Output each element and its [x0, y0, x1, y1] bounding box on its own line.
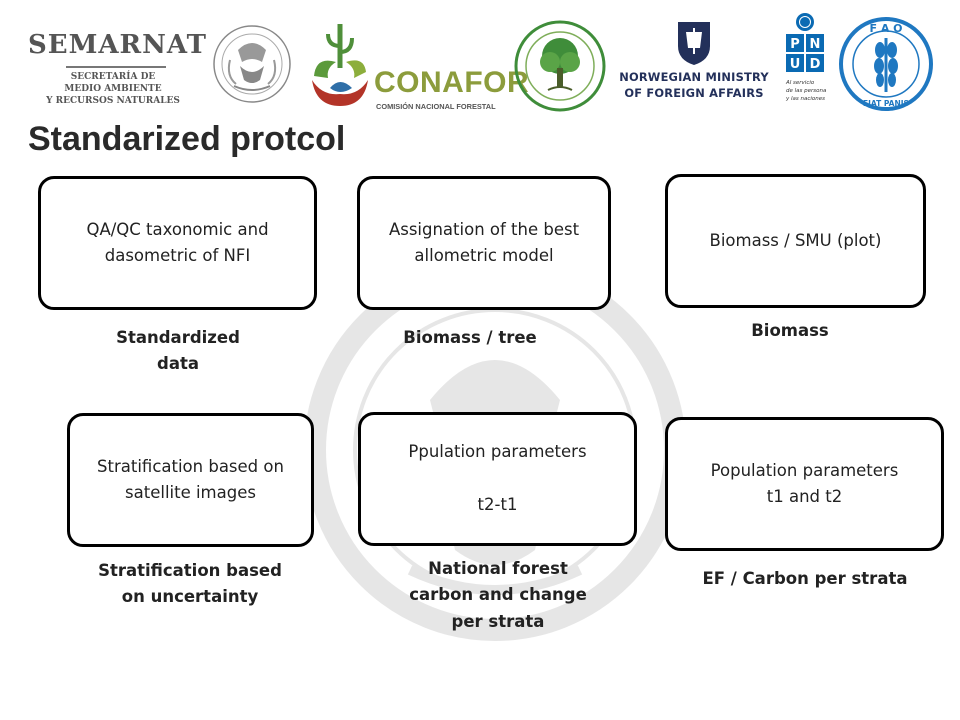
biomass-smu-box — [665, 174, 926, 308]
norwegian-ministry-logo — [616, 20, 772, 106]
ppulation-parameters-box — [358, 412, 637, 546]
qa-qc-box-text: QA/QC taxonomic and dasometric of NFI — [86, 219, 269, 265]
conafor-emblem-icon — [306, 16, 376, 112]
conafor-subtitle: COMISIÓN NACIONAL FORESTAL — [376, 102, 496, 111]
standardized-data-label: Standardized data — [116, 328, 240, 374]
page-title: Standarized protcol — [28, 120, 346, 158]
undp-letter-d: D — [809, 57, 821, 72]
allometric-model-box-text: Assignation of the best allometric model — [388, 219, 580, 265]
ppulation-parameters-box-text: Ppulation parameters t2-t1 — [408, 442, 587, 515]
stratification-uncertainty-label: Stratification based on uncertainty — [98, 561, 282, 607]
semarnat-divider — [66, 66, 166, 68]
undp-logo — [784, 12, 826, 112]
biomass-smu-box-text: Biomass / SMU (plot) — [709, 230, 882, 250]
stratification-satellite-box — [67, 413, 314, 547]
undp-letter-p: P — [790, 37, 800, 52]
biomass-tree-label: Biomass / tree — [403, 328, 537, 347]
ef-carbon-label: EF / Carbon per strata — [702, 569, 908, 588]
biomass-label: Biomass — [751, 321, 829, 340]
conafor-name: CONAFOR — [374, 66, 530, 99]
undp-tagline-1: Al servicio — [786, 80, 815, 86]
redd-tree-emblem-icon — [508, 18, 612, 114]
population-parameters-t1-t2-box — [665, 417, 944, 551]
norway-line-1: NORWEGIAN MINISTRY — [619, 70, 769, 84]
undp-tagline-2: de las personas — [786, 88, 826, 94]
semarnat-subtitle-line-1: SECRETARÍA DE — [70, 72, 156, 82]
allometric-model-box — [357, 176, 611, 310]
semarnat-subtitle-line-2: MEDIO AMBIENTE — [64, 84, 162, 94]
national-forest-carbon-label: National forest carbon and change per strata — [409, 559, 587, 631]
stratification-satellite-box-text: Stratification based on satellite images — [97, 456, 284, 502]
qa-qc-box — [38, 176, 317, 310]
conafor-logo — [306, 16, 530, 112]
norway-coat-of-arms-icon — [674, 20, 714, 66]
semarnat-subtitle-line-3: Y RECURSOS NATURALES — [46, 96, 180, 106]
undp-letter-u: U — [789, 57, 801, 72]
norway-line-2: OF FOREIGN AFFAIRS — [624, 86, 764, 100]
fao-logo — [838, 16, 934, 112]
population-parameters-t1-t2-box-text: Population parameters t1 and t2 — [710, 460, 899, 506]
semarnat-title: SEMARNAT — [28, 30, 208, 60]
fao-bottom-text: FIAT PANIS — [863, 99, 909, 108]
undp-letter-n: N — [809, 37, 821, 52]
fao-top-text: F A O — [869, 22, 903, 35]
mexican-eagle-seal-icon — [212, 20, 292, 108]
undp-tagline-3: y las naciones — [786, 96, 826, 102]
semarnat-logo — [28, 30, 208, 108]
